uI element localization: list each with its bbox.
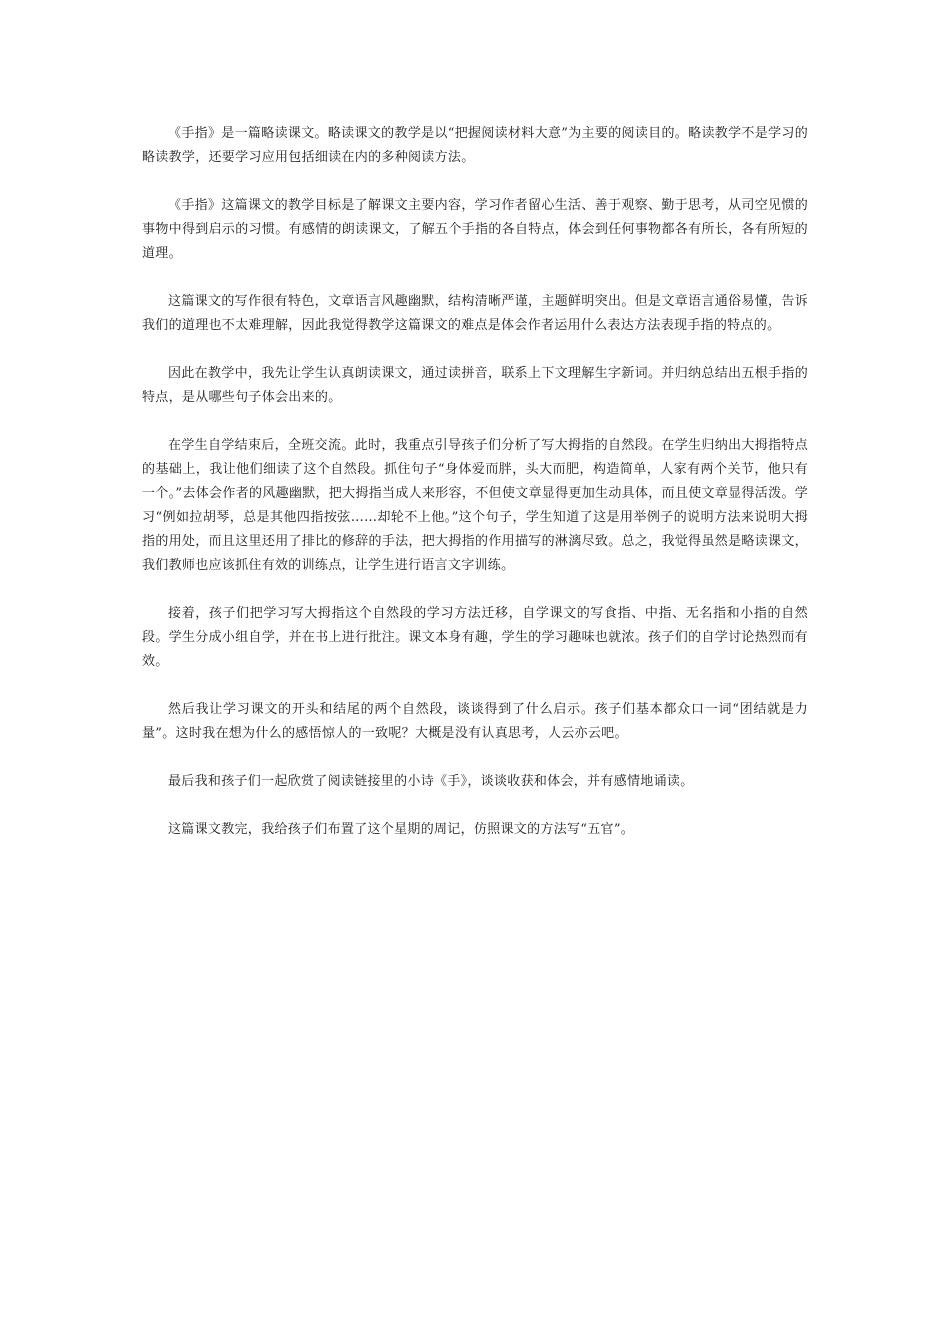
paragraph-1: 《手指》是一篇略读课文。略读课文的教学是以“把握阅读材料大意”为主要的阅读目的。略读教学不是学习的略读教学，还要学习应用包括细读在内的多种阅读方法。 <box>142 126 808 165</box>
paragraph-5: 在学生自学结束后，全班交流。此时，我重点引导孩子们分析了写大拇指的自然段。在学生归纳出大拇指特点的基础上，我让他们细读了这个自然段。抓住句子“身体爱而胖，头大而肥，构造简单，人家有两个关节，他只有一个。”去体会作者的风趣幽默，把大拇指当成人来形容，不但使文章显得更加生动具体，而且使文章显得活泼。学习“例如拉胡琴，总是其他四指按弦……却轮不上他。”这个句子，学生知道了这是用举例子的说明方法来说明大拇指的用处，而且这里还用了排比的修辞的手法，把大拇指的作用描写的淋漓尽致。总之，我觉得虽然是略读课文，我们教师也应该抓住有效的训练点，让学生进行语言文字训练。 <box>142 438 808 573</box>
paragraph-3: 这篇课文的写作很有特色，文章语言风趣幽默，结构清晰严谨，主题鲜明突出。但是文章语言通俗易懂，告诉我们的道理也不太难理解，因此我觉得教学这篇课文的难点是体会作者运用什么表达方法表现手指的特点的。 <box>142 294 808 333</box>
paragraph-4: 因此在教学中，我先让学生认真朗读课文，通过读拼音，联系上下文理解生字新词。并归纳总结出五根手指的特点，是从哪些句子体会出来的。 <box>142 366 808 405</box>
paragraph-9: 这篇课文教完，我给孩子们布置了这个星期的周记，仿照课文的方法写“五官”。 <box>168 822 635 837</box>
document-body <box>142 122 808 866</box>
paragraph-6: 接着，孩子们把学习写大拇指这个自然段的学习方法迁移，自学课文的写食指、中指、无名指和小指的自然段。学生分成小组自学，并在书上进行批注。课文本身有趣，学生的学习趣味也就浓。孩子们的自学讨论热烈而有效。 <box>142 606 808 669</box>
paragraph-7: 然后我让学习课文的开头和结尾的两个自然段，谈谈得到了什么启示。孩子们基本都众口一词“团结就是力量”。这时我在想为什么的感悟惊人的一致呢？大概是没有认真思考，人云亦云吧。 <box>142 702 808 741</box>
paragraph-8: 最后我和孩子们一起欣赏了阅读链接里的小诗《手》，谈谈收获和体会，并有感情地诵读。 <box>168 774 694 789</box>
paragraph-2: 《手指》这篇课文的教学目标是了解课文主要内容，学习作者留心生活、善于观察、勤于思考，从司空见惯的事物中得到启示的习惯。有感情的朗读课文，了解五个手指的各自特点，体会到任何事物都各有所长，各有所短的道理。 <box>142 198 808 261</box>
